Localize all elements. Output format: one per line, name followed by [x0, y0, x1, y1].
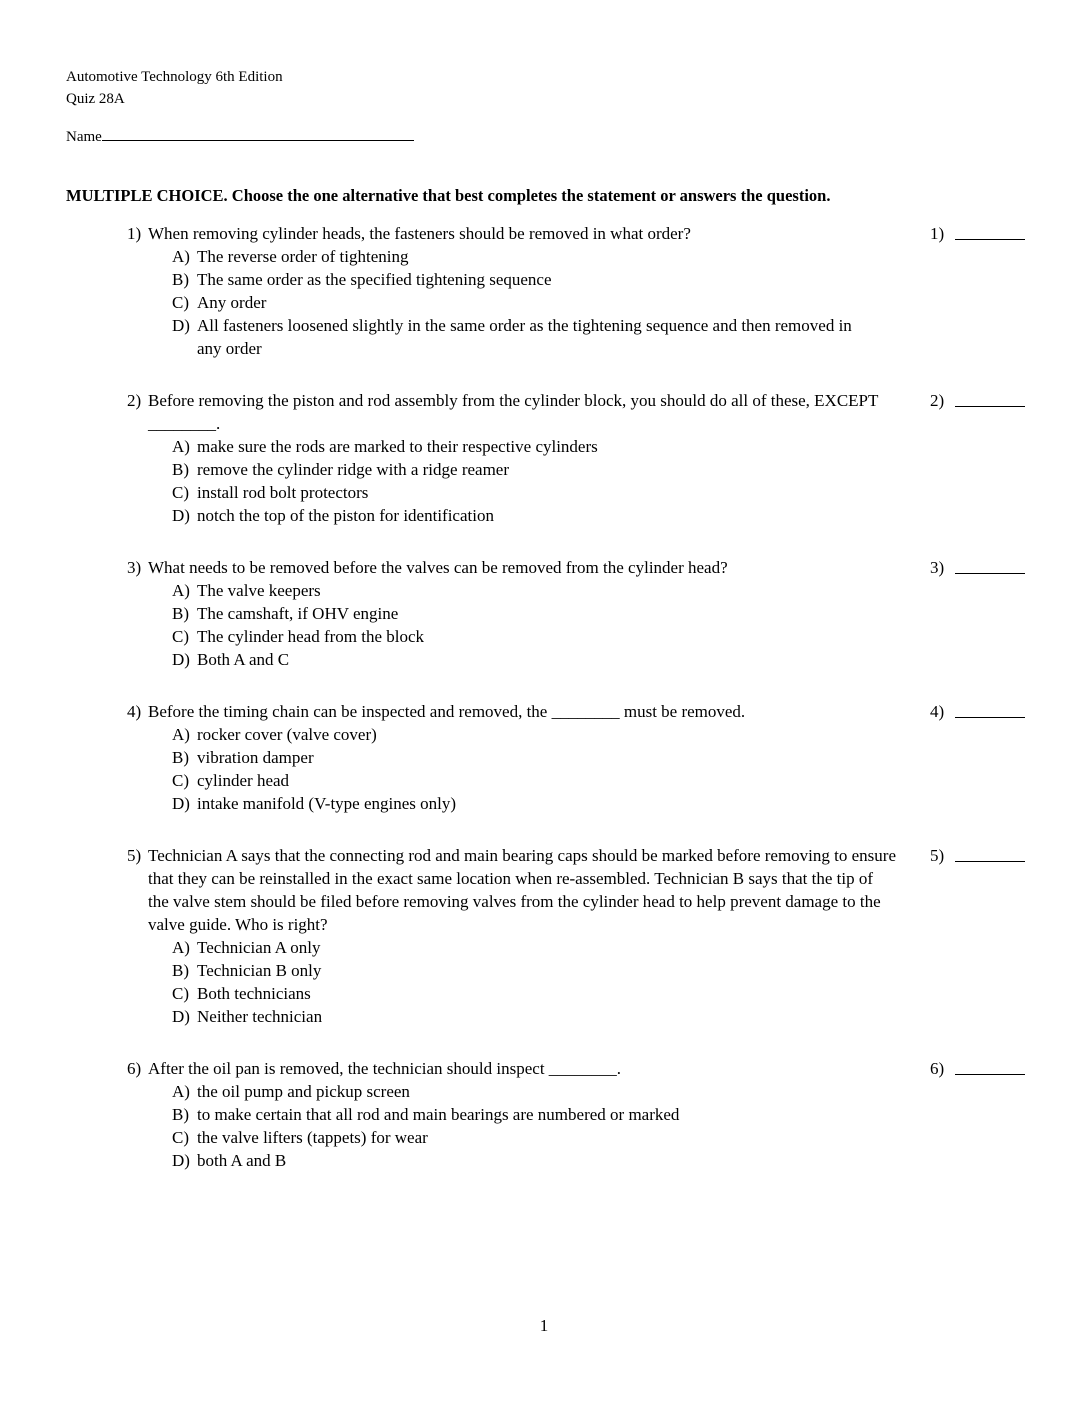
option-letter: D) [172, 794, 190, 813]
answer-number: 2) [930, 391, 945, 410]
question-number: 2) [127, 391, 142, 410]
option-letter: D) [172, 506, 190, 525]
page-number: 1 [539, 1316, 549, 1335]
question-stem [127, 844, 897, 936]
question-stem [127, 389, 897, 435]
option-letter: B) [172, 604, 189, 623]
name-field[interactable] [66, 124, 414, 148]
option-text: cylinder head [197, 771, 290, 790]
option-text: the valve lifters (tappets) for wear [197, 1128, 428, 1147]
question-item [127, 389, 1037, 527]
question-number: 3) [127, 558, 142, 577]
answer-blank-line[interactable] [955, 556, 1025, 574]
question-text: When removing cylinder heads, the fasteners should be removed in what order? [148, 224, 691, 243]
option-text: to make certain that all rod and main bearings are numbered or marked [197, 1105, 680, 1124]
option-letter: C) [172, 293, 189, 312]
question-item [127, 700, 1037, 815]
option-text: All fasteners loosened slightly in the same order as the tightening sequence and then removed in any order [197, 316, 852, 358]
answer-number: 5) [930, 846, 945, 865]
name-label: Name [66, 129, 102, 145]
option-letter: D) [172, 316, 190, 335]
option-letter: A) [172, 938, 190, 957]
option-text: remove the cylinder ridge with a ridge reamer [197, 460, 510, 479]
option-text: Technician A only [197, 938, 321, 957]
option-letter: C) [172, 627, 189, 646]
question-number: 1) [127, 224, 142, 243]
question-stem [127, 556, 897, 579]
question-item [127, 556, 1037, 671]
option-text: Both A and C [197, 650, 290, 669]
answer-slot [930, 1057, 1025, 1080]
quiz-title: Quiz 28A [66, 91, 125, 107]
answer-number: 4) [930, 702, 945, 721]
option-letter: B) [172, 961, 189, 980]
answer-option[interactable] [172, 504, 872, 527]
question-text: Before removing the piston and rod assembly from the cylinder block, you should do all of these, EXCEPT ________. [148, 391, 879, 433]
question-number: 4) [127, 702, 142, 721]
option-text: intake manifold (V-type engines only) [197, 794, 457, 813]
question-item [127, 844, 1037, 1028]
answer-blank-line[interactable] [955, 844, 1025, 862]
option-text: both A and B [197, 1151, 287, 1170]
answer-blank-line[interactable] [955, 222, 1025, 240]
question-list [127, 222, 1037, 1201]
question-stem [127, 700, 897, 723]
answer-option[interactable] [172, 1103, 872, 1126]
answer-options [172, 1080, 872, 1172]
question-item [127, 1057, 1037, 1172]
answer-option[interactable] [172, 458, 872, 481]
option-letter: C) [172, 1128, 189, 1147]
answer-option[interactable] [172, 982, 872, 1005]
option-letter: A) [172, 725, 190, 744]
answer-option[interactable] [172, 435, 872, 458]
answer-number: 6) [930, 1059, 945, 1078]
option-letter: B) [172, 270, 189, 289]
answer-slot [930, 556, 1025, 579]
name-blank-line[interactable] [102, 124, 414, 141]
answer-option[interactable] [172, 769, 872, 792]
option-text: The camshaft, if OHV engine [197, 604, 399, 623]
option-text: The reverse order of tightening [197, 247, 409, 266]
option-letter: A) [172, 247, 190, 266]
answer-option[interactable] [172, 1005, 872, 1028]
option-text: install rod bolt protectors [197, 483, 369, 502]
question-number: 6) [127, 1059, 142, 1078]
question-text: After the oil pan is removed, the technician should inspect ________. [148, 1059, 622, 1078]
answer-slot [930, 222, 1025, 245]
answer-option[interactable] [172, 314, 872, 360]
instructions: MULTIPLE CHOICE. Choose the one alternative that best completes the statement or answers the question. [66, 186, 831, 205]
option-letter: D) [172, 1007, 190, 1026]
option-text: notch the top of the piston for identification [197, 506, 494, 525]
option-text: the oil pump and pickup screen [197, 1082, 410, 1101]
question-text: What needs to be removed before the valves can be removed from the cylinder head? [148, 558, 728, 577]
option-letter: C) [172, 984, 189, 1003]
option-text: Technician B only [197, 961, 322, 980]
answer-number: 1) [930, 224, 945, 243]
option-text: Neither technician [197, 1007, 323, 1026]
answer-option[interactable] [172, 746, 872, 769]
document-header [66, 66, 283, 110]
option-letter: B) [172, 748, 189, 767]
option-letter: B) [172, 460, 189, 479]
option-text: vibration damper [197, 748, 314, 767]
option-letter: C) [172, 771, 189, 790]
answer-option[interactable] [172, 579, 872, 602]
answer-option[interactable] [172, 625, 872, 648]
answer-options [172, 579, 872, 671]
answer-number: 3) [930, 558, 945, 577]
option-text: rocker cover (valve cover) [197, 725, 377, 744]
option-text: Any order [197, 293, 267, 312]
question-text: Technician A says that the connecting rod and main bearing caps should be marked before removing to ensure that they can be reinstalled in the exact same location when re-assembled. Technician B says that the tip of the valve stem should be filed before removing valves from the cylinder head to help prevent damage to the valve guide. Who is right? [148, 846, 896, 934]
option-letter: B) [172, 1105, 189, 1124]
answer-option[interactable] [172, 1149, 872, 1172]
answer-option[interactable] [172, 936, 872, 959]
answer-option[interactable] [172, 1126, 872, 1149]
option-text: The cylinder head from the block [197, 627, 425, 646]
answer-options [172, 723, 872, 815]
answer-options [172, 936, 872, 1028]
option-text: Both technicians [197, 984, 311, 1003]
course-title: Automotive Technology 6th Edition [66, 69, 283, 85]
answer-option[interactable] [172, 481, 872, 504]
answer-slot [930, 844, 1025, 867]
question-text: Before the timing chain can be inspected and removed, the ________ must be removed. [148, 702, 746, 721]
answer-blank-line[interactable] [955, 1057, 1025, 1075]
answer-blank-line[interactable] [955, 700, 1025, 718]
option-text: make sure the rods are marked to their respective cylinders [197, 437, 598, 456]
question-stem [127, 1057, 897, 1080]
option-letter: A) [172, 581, 190, 600]
answer-slot [930, 389, 1025, 412]
answer-option[interactable] [172, 792, 872, 815]
option-letter: D) [172, 1151, 190, 1170]
option-letter: A) [172, 1082, 190, 1101]
answer-options [172, 245, 872, 360]
option-text: The valve keepers [197, 581, 321, 600]
option-text: The same order as the specified tightening sequence [197, 270, 552, 289]
option-letter: D) [172, 650, 190, 669]
answer-options [172, 435, 872, 527]
answer-slot [930, 700, 1025, 723]
answer-option[interactable] [172, 959, 872, 982]
answer-option[interactable] [172, 291, 872, 314]
answer-option[interactable] [172, 1080, 872, 1103]
question-stem [127, 222, 897, 245]
answer-option[interactable] [172, 245, 872, 268]
answer-option[interactable] [172, 648, 872, 671]
question-number: 5) [127, 846, 142, 865]
answer-option[interactable] [172, 602, 872, 625]
answer-option[interactable] [172, 268, 872, 291]
option-letter: C) [172, 483, 189, 502]
option-letter: A) [172, 437, 190, 456]
answer-blank-line[interactable] [955, 389, 1025, 407]
question-item [127, 222, 1037, 360]
answer-option[interactable] [172, 723, 872, 746]
